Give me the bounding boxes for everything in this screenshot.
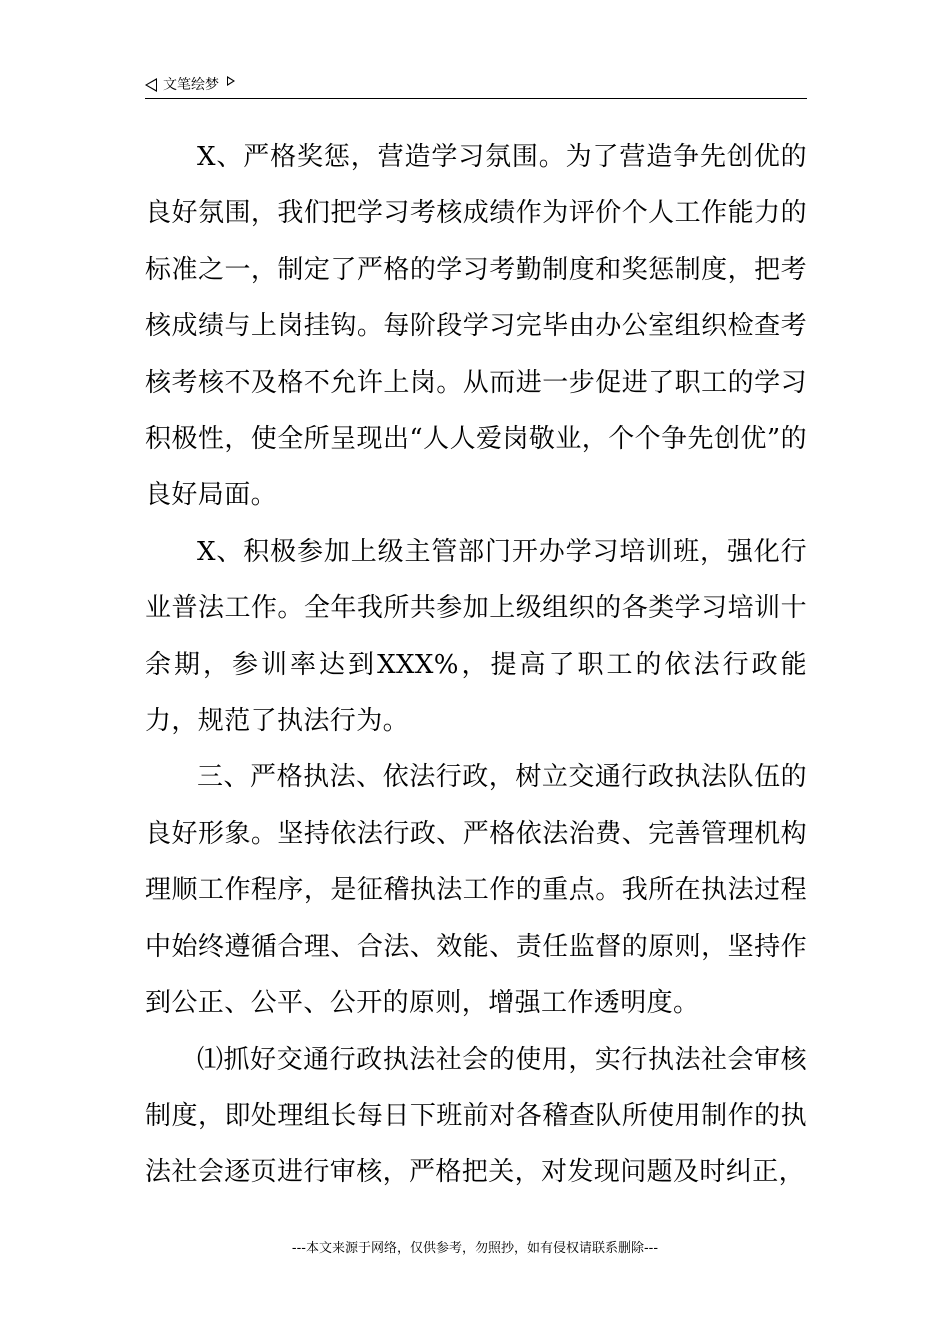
page-footer: ---本文来源于网络，仅供参考，勿照抄，如有侵权请联系删除---: [291, 1241, 659, 1256]
paragraph-2: X、积极参加上级主管部门开办学习培训班，强化行业普法工作。全年我所共参加上级组织的各类学习培训十余期，参训率达到XXX%，提高了职工的依法行政能力，规范了执法行为。: [145, 536, 807, 737]
document-body: [145, 129, 807, 1201]
paragraph-1: X、严格奖惩，营造学习氛围。为了营造争先创优的良好氛围，我们把学习考核成绩作为评价个人工作能力的标准之一，制定了严格的学习考勤制度和奖惩制度，把考核成绩与上岗挂钩。每阶段学习完毕由办公室组织检查考核考核不及格不允许上岗。从而进一步促进了职工的学习积极性，使全所呈现出“人人爱岗敬业，个个争先创优”的良好局面。: [145, 142, 807, 511]
page-header: [145, 72, 807, 99]
paragraph-3: 三、严格执法、依法行政，树立交通行政执法队伍的良好形象。坚持依法行政、严格依法治费、完善管理机构理顺工作程序，是征稽执法工作的重点。我所在执法过程中始终遵循合理、合法、效能、责任监督的原则，坚持作到公正、公平、公开的原则，增强工作透明度。: [145, 762, 807, 1019]
triangle-left-icon: [145, 78, 157, 92]
header-title: 文笔绘梦: [163, 77, 219, 93]
paragraph-4: ⑴抓好交通行政执法社会的使用，实行执法社会审核制度，即处理组长每日下班前对各稽查队所使用制作的执法社会逐页进行审核，严格把关，对发现问题及时纠正，: [145, 1044, 807, 1188]
triangle-right-icon: [227, 76, 235, 86]
